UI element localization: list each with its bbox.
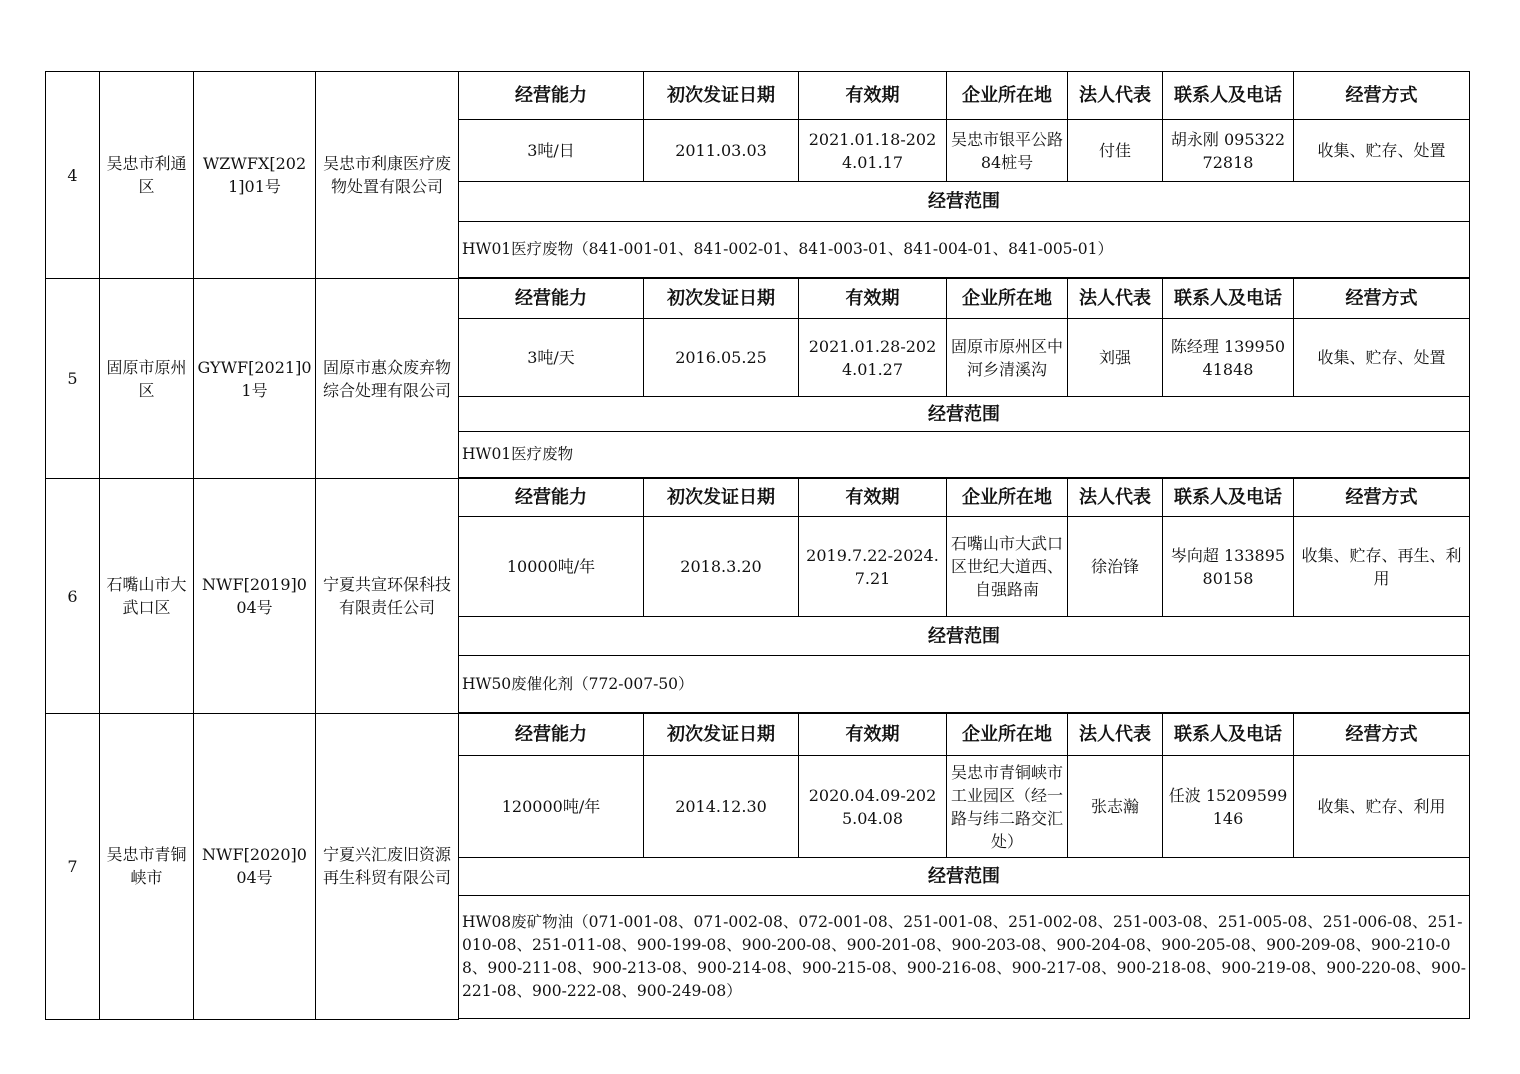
capacity-header: 经营能力: [459, 479, 644, 517]
capacity-cell: 120000吨/年: [459, 756, 644, 858]
validity-header: 有效期: [799, 279, 947, 319]
validity-cell: 2021.01.18-2024.01.17: [799, 120, 947, 182]
capacity-header: 经营能力: [459, 72, 644, 120]
row-number: 7: [46, 714, 100, 1020]
first-issue-date-cell: 2016.05.25: [644, 319, 799, 397]
legal-rep-cell: 付佳: [1068, 120, 1163, 182]
legal-rep-header: 法人代表: [1068, 479, 1163, 517]
location-header: 企业所在地: [947, 714, 1068, 756]
row-number: 4: [46, 72, 100, 279]
legal-rep-header: 法人代表: [1068, 279, 1163, 319]
mode-cell: 收集、贮存、利用: [1294, 756, 1470, 858]
company-name-cell: 固原市惠众废弃物综合处理有限公司: [316, 279, 459, 479]
region-cell: 石嘴山市大武口区: [100, 479, 194, 714]
table-row: [46, 72, 1470, 120]
validity-cell: 2021.01.28-2024.01.27: [799, 319, 947, 397]
license-number-cell: NWF[2020]004号: [194, 714, 316, 1020]
contact-cell: 任波 15209599146: [1163, 756, 1294, 858]
legal-rep-cell: 徐治锋: [1068, 517, 1163, 617]
license-number-cell: NWF[2019]004号: [194, 479, 316, 714]
capacity-header: 经营能力: [459, 714, 644, 756]
validity-header: 有效期: [799, 479, 947, 517]
legal-rep-header: 法人代表: [1068, 714, 1163, 756]
capacity-cell: 10000吨/年: [459, 517, 644, 617]
company-name-cell: 宁夏共宣环保科技有限责任公司: [316, 479, 459, 714]
contact-cell: 陈经理 13995041848: [1163, 319, 1294, 397]
legal-rep-cell: 张志瀚: [1068, 756, 1163, 858]
mode-cell: 收集、贮存、处置: [1294, 120, 1470, 182]
first-issue-date-header: 初次发证日期: [644, 279, 799, 319]
location-header: 企业所在地: [947, 72, 1068, 120]
mode-header: 经营方式: [1294, 72, 1470, 120]
mode-header: 经营方式: [1294, 479, 1470, 517]
first-issue-date-header: 初次发证日期: [644, 479, 799, 517]
validity-cell: 2020.04.09-2025.04.08: [799, 756, 947, 858]
company-name-cell: 宁夏兴汇废旧资源再生科贸有限公司: [316, 714, 459, 1020]
table-row: [46, 479, 1470, 517]
first-issue-date-cell: 2011.03.03: [644, 120, 799, 182]
legal-rep-header: 法人代表: [1068, 72, 1163, 120]
capacity-header: 经营能力: [459, 279, 644, 319]
mode-cell: 收集、贮存、处置: [1294, 319, 1470, 397]
scope-cell: HW01医疗废物: [459, 432, 1470, 478]
location-cell: 固原市原州区中河乡清溪沟: [947, 319, 1068, 397]
scope-cell: HW01医疗废物（841-001-01、841-002-01、841-003-01、841-004-01、841-005-01）: [459, 222, 1470, 278]
contact-cell: 岑向超 13389580158: [1163, 517, 1294, 617]
row-number: 5: [46, 279, 100, 479]
location-header: 企业所在地: [947, 279, 1068, 319]
location-cell: 石嘴山市大武口区世纪大道西、自强路南: [947, 517, 1068, 617]
contact-header: 联系人及电话: [1163, 279, 1294, 319]
contact-header: 联系人及电话: [1163, 479, 1294, 517]
legal-rep-cell: 刘强: [1068, 319, 1163, 397]
validity-header: 有效期: [799, 72, 947, 120]
region-cell: 吴忠市青铜峡市: [100, 714, 194, 1020]
mode-cell: 收集、贮存、再生、利用: [1294, 517, 1470, 617]
region-cell: 固原市原州区: [100, 279, 194, 479]
contact-header: 联系人及电话: [1163, 714, 1294, 756]
scope-cell: HW50废催化剂（772-007-50）: [459, 656, 1470, 713]
scope-header: 经营范围: [459, 617, 1470, 656]
capacity-cell: 3吨/日: [459, 120, 644, 182]
table-row: [46, 714, 1470, 756]
validity-cell: 2019.7.22-2024.7.21: [799, 517, 947, 617]
capacity-cell: 3吨/天: [459, 319, 644, 397]
first-issue-date-cell: 2018.3.20: [644, 517, 799, 617]
table-row: [46, 279, 1470, 319]
mode-header: 经营方式: [1294, 279, 1470, 319]
company-name-cell: 吴忠市利康医疗废物处置有限公司: [316, 72, 459, 279]
location-header: 企业所在地: [947, 479, 1068, 517]
first-issue-date-cell: 2014.12.30: [644, 756, 799, 858]
scope-header: 经营范围: [459, 397, 1470, 432]
license-table: [45, 71, 1470, 1020]
contact-header: 联系人及电话: [1163, 72, 1294, 120]
location-cell: 吴忠市银平公路84桩号: [947, 120, 1068, 182]
first-issue-date-header: 初次发证日期: [644, 714, 799, 756]
scope-cell: HW08废矿物油（071-001-08、071-002-08、072-001-08、251-001-08、251-002-08、251-003-08、251-005-08、251-006-08、251-010-08、251-011-08、900-199-08、900-200-08、900-201-08、900-203-08、900-204-08、900-205-08、900-209-08、900-210-08、900-211-08、900-213-08、900-214-08、900-215-08、900-216-08、900-217-08、900-218-08、900-219-08、900-220-08、900-221-08、900-222-08、900-249-08）: [459, 896, 1470, 1019]
license-number-cell: GYWF[2021]01号: [194, 279, 316, 479]
first-issue-date-header: 初次发证日期: [644, 72, 799, 120]
validity-header: 有效期: [799, 714, 947, 756]
license-number-cell: WZWFX[2021]01号: [194, 72, 316, 279]
contact-cell: 胡永刚 09532272818: [1163, 120, 1294, 182]
row-number: 6: [46, 479, 100, 714]
scope-header: 经营范围: [459, 858, 1470, 896]
location-cell: 吴忠市青铜峡市工业园区（经一路与纬二路交汇处）: [947, 756, 1068, 858]
scope-header: 经营范围: [459, 182, 1470, 222]
region-cell: 吴忠市利通区: [100, 72, 194, 279]
mode-header: 经营方式: [1294, 714, 1470, 756]
